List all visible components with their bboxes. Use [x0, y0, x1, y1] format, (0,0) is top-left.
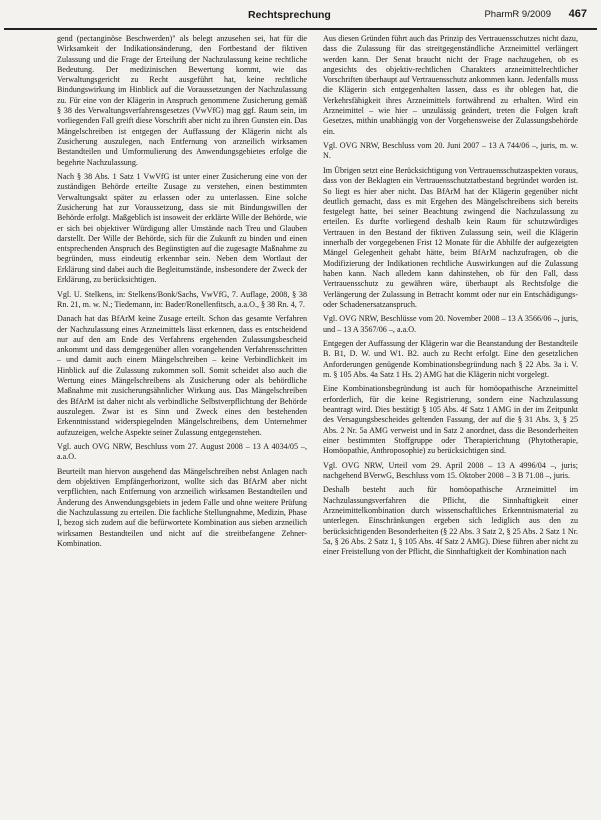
citation: Vgl. auch OVG NRW, Beschluss vom 27. August 2008 – 13 A 4034/05 –, a.a.O. — [57, 442, 307, 462]
paragraph: Eine Kombinationsbegründung ist auch für homöopathische Arzneimittel erforderlich, für die keine Registrierung, sondern eine Nachzulassung beantragt wird. Dies bestätigt § 105 Abs. 4f Satz 1 AMG in der im Zeitpunkt des Versagungsbescheides geltenden Fassung, der auf die § 31 Abs. 3, § 25 Abs. 2 Nr. 5a AMG verweist und in Satz 2 anordnet, dass die Besonderheiten einer bestimmten Stoffgruppe oder Therapierichtung (Phytotherapie, Homöopathie, Anthroposophie) zu berücksichtigen sind. — [323, 384, 578, 456]
paragraph: Deshalb besteht auch für homöopathische Arzneimittel im Nachzulassungsverfahren die Pflicht, die Sinnhaftigkeit einer Arzneimittelkombination durch wissenschaftliches Erkenntnismaterial zu unterlegen. Einschränkungen ergeben sich lediglich aus den zu berücksichtigenden Besonderheiten (§ 22 Abs. 3 Satz 2, § 25 Abs. 2 Satz 1 Nr. 5a, § 26 Abs. 2 Satz 1, § 105 Abs. 4f Satz 2 AMG). Diese führen aber nicht zu einer Freistellung von der Pflicht, die Sinnhaftigkeit der Kombination nach — [323, 485, 578, 557]
paragraph: Entgegen der Auffassung der Klägerin war die Beanstandung der Bestandteile B. B1, D. W. und W1. B2. auch zu Recht erfolgt. Eine den gesetzlichen Anforderungen genügende Kombinationsbegründung nach § 22 Abs. 3a i. V. m. § 105 Abs. 4a Satz 1 Hs. 2) AMG hat die Klägerin nicht vorgelegt. — [323, 339, 578, 379]
citation: Vgl. U. Stelkens, in: Stelkens/Bonk/Sachs, VwVfG, 7. Auflage, 2008, § 38 Rn. 21, m. w. N.; Tiedemann, in: Bader/Ronellenfitsch, a.a.O., § 38 Rn. 4, 7. — [57, 289, 307, 309]
page-number: 467 — [568, 8, 587, 20]
paragraph: Beurteilt man hiervon ausgehend das Mängelschreiben nebst Anlagen nach dem objektiven Empfängerhorizont, wollte sich das BfArM aber nicht verpflichten, nach Entfernung von arzneilich wirksamen Bestandteilen und Änderung des Anwendungsgebiets in jedem Falle und ohne weitere Prüfung die Nachzulassung zu erteilen. Die fachliche Stellungnahme, Medizin, Phase I, bezog sich zudem auf die befürwortete Kombination aus sieben arzneilich wirksamen Bestandteilen und nicht auf die streitbefangene Zehner-Kombination. — [57, 466, 307, 548]
header-rule — [4, 28, 597, 30]
paragraph: Im Übrigen setzt eine Berücksichtigung von Vertrauensschutzaspekten voraus, dass von der Beklagten ein Vertrauensschutztatbestand begründet worden ist. So liegt es hier aber nicht. Das BfArM hat der Klägerin gegenüber nicht deutlich gemacht, dass es mit Ergehen des Mängelschreibens sich bereits festgelegt hatte, bei seiner Beachtung zwingend die Nachzulassung zu erteilen. Es durfte vorliegend deshalb kein Raum für schutzwürdiges Vertrauen in den Bestand der fiktiven Zulassung sein, weil die Klägerin innerhalb der vorgegebenen Frist 12 Monate für die Abhilfe der aufgezeigten Mängel Gelegenheit gehabt hätte, beim BfArM nachzufragen, ob die Modifizierung der Indikationen rechtliche Auswirkungen auf die Zulassung haben kann. Nach alledem kann dahinstehen, ob für den Fall, dass Vertrauensschutz zu gewähren wäre, überhaupt als Rechtsfolge die Verlängerung der Zulassung in Betracht kommt oder nur ein Entschädigungs- oder Schadenersatzanspruch. — [323, 165, 578, 309]
paragraph: Danach hat das BfArM keine Zusage erteilt. Schon das gesamte Verfahren der Nachzulassung eines Arzneimittels lässt erkennen, dass es entscheidend nur auf den am Ende des Verfahrens ergehenden Zulassungsbescheid ankommt und dass demgegenüber allen vorangehenden Verfahrensschritten – und damit auch einem Mängelschreiben – keine Verbindlichkeit im Hinblick auf die Zulassung zukommen soll. Somit scheidet also auch die Wertung eines Mängelschreibens als Zusicherung oder als behördliche Maßnahme mit zusicherungsähnlicher Wirkung aus. Das Mängelschreiben des BfArM ist daher nicht als verbindliche Selbstverpflichtung der Behörde auszulegen. Zwar ist es Sinn und Zweck eines den bestehenden Erkenntnisstand widerspiegelnden Mängelschreibens, dem Unternehmer aufzuzeigen, welche Aspekte seiner Zulassung entgegenstehen. — [57, 314, 307, 437]
section-label: Rechtsprechung — [248, 9, 331, 21]
paragraph: gend (pectanginöse Beschwerden)" als belegt anzusehen sei, hat für die Wirksamkeit der Indikationsänderung, den Fortbestand der fiktiven Zulassung und die Frage der Erteilung der Nachzulassung keine rechtliche Bedeutung. Der medizinischen Bewertung kommt, wie das Verwaltungsgericht zu Recht ausgeführt hat, keine rechtliche Bindungswirkung im Hinblick auf die Voraussetzungen der Nachzulassung zu. Für eine von der Klägerin in Anspruch genommene Zusicherung gemäß § 38 des Verwaltungsverfahrensgesetzes (VwVfG) mag ggf. Raum sein, im vorliegenden Fall greift diese Vorschrift aber nicht zu ihren Gunsten ein. Das Mängelschreiben ist entgegen der Auffassung der Klägerin nicht als Zusicherung auszulegen, nach Entfernung von arzneilich wirksamen Bestandteilen und Umformulierung des Anwendungsgebietes erfolge die begehrte Nachzulassung. — [57, 34, 307, 167]
citation: Vgl. OVG NRW, Urteil vom 29. April 2008 – 13 A 4996/04 –, juris; nachgehend BVerwG, Beschluss vom 15. Oktober 2008 – 3 B 71.08 –, juris. — [323, 460, 578, 480]
paragraph: Aus diesen Gründen führt auch das Prinzip des Vertrauensschutzes nicht dazu, dass die Zulassung für das streitgegenständliche Arzneimittel verlängert werden kann. Der Senat braucht nicht der Frage nachzugehen, ob es angesichts des objektiv-rechtlichen Charakters arzneimittelrechtlicher Vorschriften überhaupt auf Vertrauensschutz ankommen kann. Jedenfalls muss die Klägerin sich entgegenhalten lassen, dass es ihr oblegen hat, die Verkehrsfähigkeit ihres Arzneimittels fortwährend zu erhalten. Wird ein Arzneimittel – wie hier – unzulässig geändert, treten die Folgen kraft Gesetzes, mithin unabhängig von der Vorgehensweise der Zulassungsbehörde ein. — [323, 34, 578, 136]
paragraph: Nach § 38 Abs. 1 Satz 1 VwVfG ist unter einer Zusicherung eine von der zuständigen Behörde erteilte Zusage zu verstehen, einen bestimmten Verwaltungsakt später zu erlassen oder zu unterlassen. Eine solche Zusicherung hat zur Voraussetzung, dass sie mit Bindungswillen der Behörde erfolgt. Maßgeblich ist insoweit der erklärte Wille der Behörde, wie er sich bei objektiver Würdigung aller Umstände nach Treu und Glauben darstellt. Der Wille der Behörde, sich für die Zukunft zu binden und einen entsprechenden Anspruch des Begünstigten auf die zugesagte Maßnahme zu begründen, muss eindeutig erkennbar sein. Neben dem Wortlaut der Erklärung sind dabei auch die Begleitumstände, insbesondere der Zweck der Erklärung, zu berücksichtigen. — [57, 172, 307, 285]
right-column — [323, 34, 578, 562]
journal-reference: PharmR 9/2009 — [484, 9, 551, 20]
citation: Vgl. OVG NRW, Beschluss vom 20. Juni 2007 – 13 A 744/06 –, juris, m. w. N. — [323, 141, 578, 161]
page-header — [0, 0, 601, 30]
citation: Vgl. OVG NRW, Beschlüsse vom 20. November 2008 – 13 A 3566/06 –, juris, und – 13 A 3567/06 –, a.a.O. — [323, 314, 578, 334]
left-column — [57, 34, 307, 553]
